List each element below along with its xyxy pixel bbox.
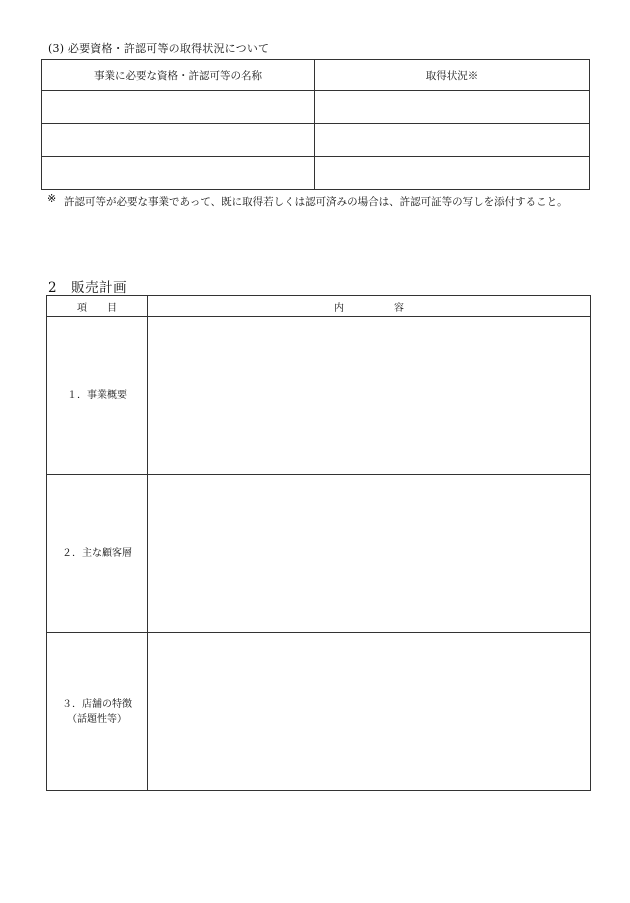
sales-plan-table [46,295,591,791]
table-header-row [47,296,591,317]
table-row [47,633,591,791]
table-row [47,475,591,633]
license-note-text: 許認可等が必要な事業であって、既に取得若しくは認可済みの場合は、許認可証等の写しを添付すること。 [64,196,568,208]
content-cell[interactable] [148,317,591,475]
acquisition-status-cell[interactable] [315,157,590,190]
table-row [42,157,590,190]
item-cell [47,475,148,633]
section-2-heading: 2 販売計画 [48,280,128,296]
item-sublabel: （話題性等） [67,713,127,725]
note-mark: ※ [47,192,57,205]
content-header: 内 容 [148,296,591,317]
acquisition-status-cell[interactable] [315,124,590,157]
section-3-heading: (3) 必要資格・許認可等の取得状況について [48,42,270,55]
table-row [42,91,590,124]
content-cell[interactable] [148,633,591,791]
table-row [42,124,590,157]
license-status-table [41,59,590,190]
content-cell[interactable] [148,475,591,633]
license-name-cell[interactable] [42,157,315,190]
table-header-row [42,60,590,91]
item-label: １．事業概要 [67,390,127,401]
acquisition-status-header: 取得状況※ [315,60,590,91]
item-cell [47,317,148,475]
item-cell [47,633,148,791]
acquisition-status-cell[interactable] [315,91,590,124]
table-row [47,317,591,475]
license-name-header: 事業に必要な資格・許認可等の名称 [42,60,315,91]
item-label: ３．店舗の特徴 [62,698,132,710]
item-label: ２．主な顧客層 [62,548,132,559]
license-name-cell[interactable] [42,124,315,157]
license-name-cell[interactable] [42,91,315,124]
item-header: 項 目 [47,296,148,317]
